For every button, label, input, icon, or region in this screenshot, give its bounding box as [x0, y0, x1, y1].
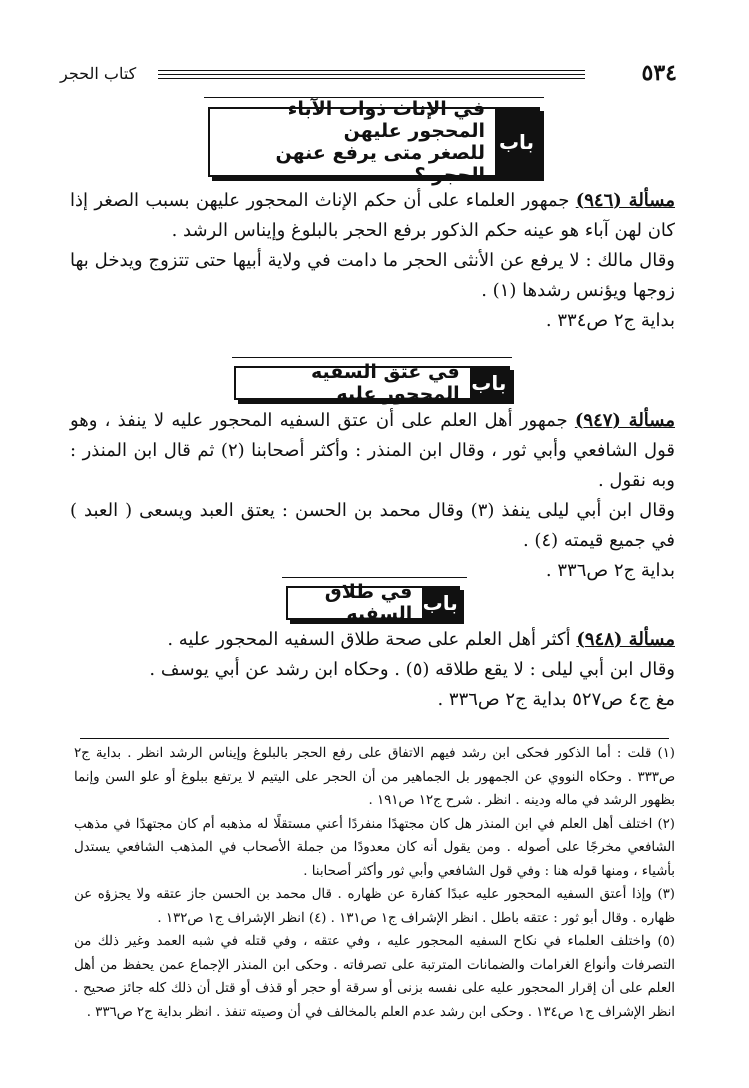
- masala-label: مسألة (٩٤٦): [575, 190, 675, 211]
- footnote: (٣) وإذا أعتق السفيه المحجور عليه عبدًا كفارة عن ظهاره . قال محمد بن الحسن جاز عتقه ولا يجزؤه عن ظهاره . وقال أبو ثور : عتقه باطل . انظر الإشراف ج١ ص١٣١ . (٤) انظر الإشراف ج١ ص١٣٢ .: [74, 887, 675, 926]
- section-body: [70, 406, 675, 586]
- paragraph-text: وقال ابن أبي ليلى ينفذ (٣) وقال محمد بن الحسن : يعتق العبد ويسعى ( العبد ) في جميع قيمته (٤) .: [70, 500, 675, 551]
- bab-label: باب: [422, 588, 458, 618]
- chapter-title-line1: في الإناث ذوات الآباء المحجور عليهن: [287, 98, 486, 142]
- chapter-heading-box: [208, 98, 540, 186]
- paragraph-text: جمهور العلماء على أن حكم الإناث المحجور عليهن بسبب الصغر إذا كان لهن آباء هو عينه حكم الذكور برفع الحجر بالبلوغ وإيناس الرشد .: [70, 190, 675, 241]
- footnotes: [74, 742, 675, 1024]
- section-body: [70, 625, 675, 715]
- chapter-title: [288, 581, 422, 625]
- chapter-title-line1: في عتق السفيه المحجور عليه: [310, 361, 460, 405]
- chapter-title: [210, 98, 495, 186]
- footnote: (١) قلت : أما الذكور فحكى ابن رشد فيهم الاتفاق على رفع الحجر بالبلوغ وإيناس الرشد انظر . بداية ج٢ ص٣٣٣ . وحكاه النووي عن الجمهور بل الجماهير من أن الحجر على اليتيم لا يرتفع ببلوغ أو علو السن وإنما بظهور الرشد في ماله ودينه . انظر . شرح ج١٢ ص١٩١ .: [74, 746, 675, 808]
- source-reference: بداية ج٢ ص٣٣٦ .: [545, 560, 675, 581]
- source-reference: مغ ج٤ ص٥٢٧ بداية ج٢ ص٣٣٦ .: [437, 689, 675, 710]
- paragraph: [70, 406, 675, 496]
- paragraph: [70, 496, 675, 556]
- paragraph: [70, 655, 675, 685]
- paragraph: [70, 186, 675, 246]
- running-header: [60, 58, 677, 88]
- chapter-overline: [282, 577, 467, 578]
- paragraph-text: أكثر أهل العلم على صحة طلاق السفيه المحجور عليه .: [167, 629, 577, 650]
- chapter-heading-box: [286, 581, 460, 625]
- bab-label: باب: [470, 368, 508, 398]
- section-body: [70, 186, 675, 336]
- masala-label: مسألة (٩٤٧): [574, 410, 675, 431]
- chapter-title: [236, 361, 470, 405]
- footnote: (٥) واختلف العلماء في نكاح السفيه المحجور عليه ، وفي عتقه ، وفي قتله في شبه العمد وغير ذلك من التصرفات وأنواع الغرامات والضمانات المترتبة على تصرفاته . وحكى ابن المنذر الإجماع عمن يحفظ من أهل العلم على أن إقرار المحجور عليه على نفسه بزنى أو سرقة أو حجر أو قذف أو قتل أن ذلك كله جائز صحيح . انظر الإشراف ج١ ص١٣٤ . وحكى ابن رشد عدم العلم بالمخالف في أن وصيته تنفذ . انظر بداية ج٢ ص٣٣٦ .: [74, 934, 675, 1020]
- chapter-overline: [232, 357, 512, 358]
- paragraph: [70, 625, 675, 655]
- page-number: ٥٣٤: [641, 60, 677, 86]
- header-rule: [158, 70, 585, 75]
- bab-label: باب: [495, 109, 538, 175]
- masala-label: مسألة (٩٤٨): [576, 629, 675, 650]
- chapter-title-line2: للصغر متى يرفع عنهن الحجر ؟: [275, 142, 486, 186]
- paragraph-text: وقال مالك : لا يرفع عن الأنثى الحجر ما دامت في ولاية أبيها حتى تتزوج ويدخل بها زوجها ويؤنس رشدها (١) .: [70, 250, 675, 301]
- chapter-heading-box: [234, 361, 510, 405]
- source-reference: بداية ج٢ ص٣٣٤ .: [545, 310, 675, 331]
- footnote: (٢) اختلف أهل العلم في ابن المنذر هل كان مجتهدًا منفردًا أعني مستقلًا له مذهبه أم كان مجتهدًا في مذهب الشافعي مخرجًا على أصوله . ومن يقول أنه كان معدودًا من جملة الأصحاب في المذهب الشافعي يستدل بأشياء ، ومنها قوله هنا : وفي قول الشافعي وأبي ثور وأكثر أصحابنا .: [74, 816, 675, 879]
- paragraph-text: جمهور أهل العلم على أن عتق السفيه المحجور عليه لا ينفذ ، وهو قول الشافعي وأبي ثور ، وقال ابن المنذر : وأكثر أصحابنا (٢) ثم قال ابن المنذر : وبه نقول .: [70, 410, 675, 491]
- book-title: كتاب الحجر: [60, 64, 137, 83]
- header-rule-secondary: [158, 78, 585, 79]
- paragraph-text: وقال ابن أبي ليلى : لا يقع طلاقه (٥) . وحكاه ابن رشد عن أبي يوسف .: [149, 659, 675, 680]
- paragraph: [70, 246, 675, 306]
- chapter-title-line1: في طلاق السفيه: [324, 581, 413, 625]
- footnote-separator: [80, 738, 669, 739]
